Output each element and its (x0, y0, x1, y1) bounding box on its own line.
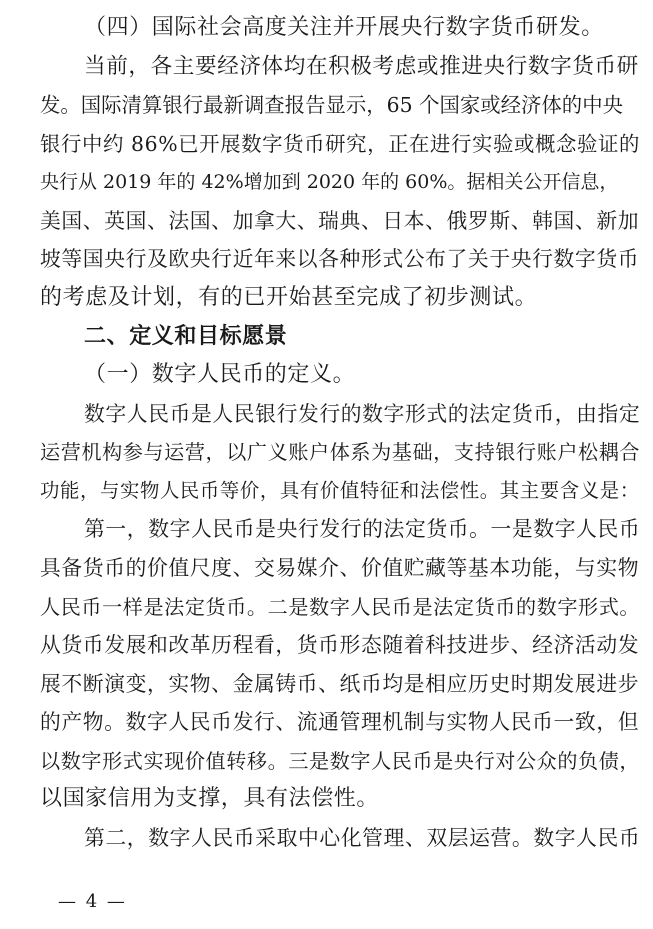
paragraph-line: 运营机构参与运营，以广义账户体系为基础，支持银行账户松耦合 (40, 440, 641, 464)
paragraph-line: 展不断演变，实物、金属铸币、纸币均是相应历史时期发展进步 (40, 672, 640, 696)
paragraph-line: 的产物。数字人民币发行、流通管理机制与实物人民币一致，但 (40, 710, 640, 734)
subheading-1: （一）数字人民币的定义。 (84, 362, 356, 387)
paragraph-line: 的考虑及计划，有的已开始甚至完成了初步测试。 (40, 285, 538, 310)
paragraph-line: 以数字形式实现价值转移。三是数字人民币是央行对公众的负债， (40, 749, 641, 773)
paragraph-line: 发。国际清算银行最新调查报告显示，65 个国家或经济体的中央 (40, 93, 623, 117)
paragraph-line: 第二，数字人民币采取中心化管理、双层运营。数字人民币 (84, 826, 641, 850)
paragraph-line: 坡等国央行及欧央行近年来以各种形式公布了关于央行数字货币 (40, 247, 640, 271)
paragraph-line: 当前，各主要经济体均在积极考虑或推进央行数字货币研 (84, 54, 639, 79)
paragraph-line: 功能，与实物人民币等价，具有价值特征和法偿性。其主要含义是： (40, 479, 640, 502)
paragraph-line: 人民币一样是法定货币。二是数字人民币是法定货币的数字形式。 (40, 595, 641, 619)
section-heading: 二、定义和目标愿景 (84, 324, 288, 349)
paragraph-line: 具备货币的价值尺度、交易媒介、价值贮藏等基本功能，与实物 (40, 556, 640, 580)
subheading-4: （四）国际社会高度关注并开展央行数字货币研发。 (84, 15, 604, 40)
paragraph-line: 央行从 2019 年的 42%增加到 2020 年的 60%。据相关公开信息， (40, 171, 619, 193)
paragraph-line: 银行中约 86%已开展数字货币研究，正在进行实验或概念验证的 (40, 132, 640, 156)
paragraph-line: 数字人民币是人民银行发行的数字形式的法定货币，由指定 (84, 402, 641, 426)
page-number: — 4 — (58, 891, 127, 912)
paragraph-line: 从货币发展和改革历程看，货币形态随着科技进步、经济活动发 (40, 633, 640, 657)
paragraph-line: 以国家信用为支撑，具有法偿性。 (40, 786, 380, 811)
paragraph-line: 美国、英国、法国、加拿大、瑞典、日本、俄罗斯、韩国、新加 (40, 209, 640, 233)
paragraph-line: 第一，数字人民币是央行发行的法定货币。一是数字人民币 (84, 517, 641, 541)
